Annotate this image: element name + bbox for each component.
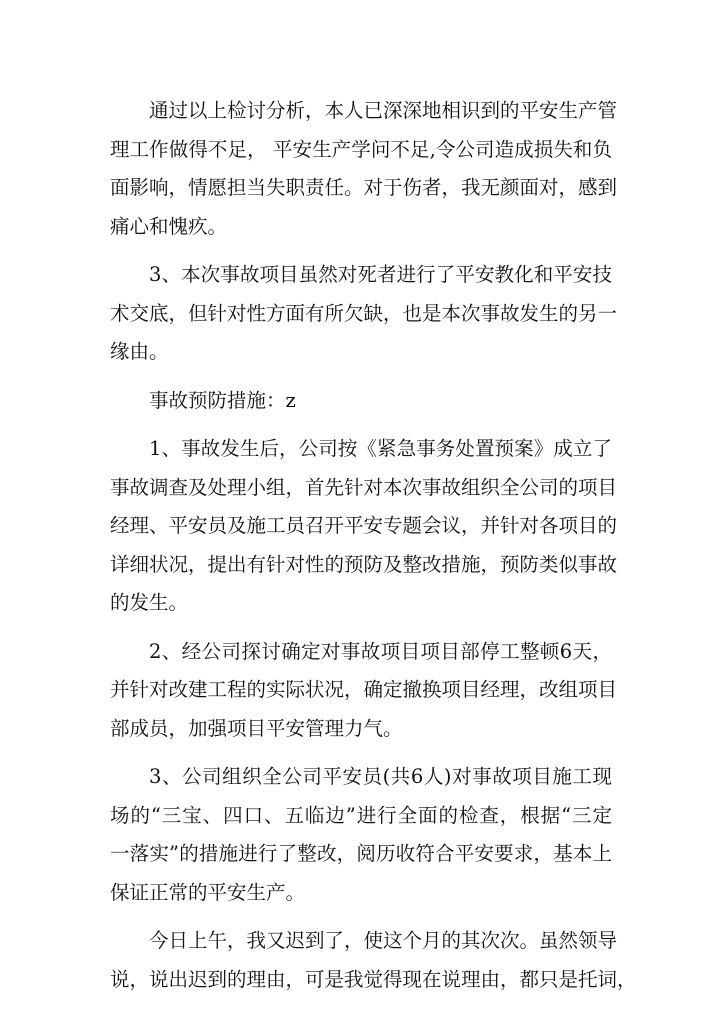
paragraph: [110, 92, 618, 246]
paragraph: [110, 256, 618, 372]
text-line: 3、本次事故项目虽然对死者进行了平安教化和平安技: [149, 263, 612, 286]
text-line: 事故预防措施：z: [149, 388, 296, 412]
text-line: 术交底，但针对性方面有所欠缺，也是本次事故发生的另一: [110, 301, 618, 325]
text-line: 通过以上检讨分析，本人已深深地相识到的平安生产管: [149, 99, 618, 122]
text-line: 保证正常的平安生产。: [110, 880, 306, 904]
text-line: 场的“三宝、四口、五临边”进行全面的检查，根据“三定: [110, 803, 612, 827]
text-line: 1、事故发生后，公司按《紧急事务处置预案》成立了: [149, 437, 612, 460]
text-line: 部成员，加强项目平安管理力气。: [110, 716, 403, 740]
text-line: 今日上午，我又迟到了，使这个月的其次次。虽然领导: [149, 929, 618, 952]
text-line: 3、公司组织全公司平安员(共6人)对事故项目施工现: [149, 765, 612, 788]
text-line: 并针对改建工程的实际状况，确定撤换项目经理，改组项目: [110, 678, 618, 701]
text-line: 详细状况，提出有针对性的预防及整改措施，预防类似事故: [110, 552, 618, 576]
text-line: 2、经公司探讨确定对事故项目项目部停工整顿6天，: [149, 639, 612, 663]
paragraph: [110, 430, 618, 623]
text-line: 理工作做得不足， 平安生产学问不足,令公司造成损失和负: [110, 137, 612, 161]
text-line: 经理、平安员及施工员召开平安专题会议，并针对各项目的: [110, 514, 618, 537]
text-line: 一落实”的措施进行了整改，阅历收符合平安要求，基本上: [110, 842, 612, 865]
text-line: 事故调查及处理小组，首先针对本次事故组织全公司的项目: [110, 475, 618, 499]
text-line: 说，说出迟到的理由，可是我觉得现在说理由，都只是托词，: [110, 967, 637, 991]
paragraph: [110, 633, 618, 749]
document-body: [110, 92, 637, 1009]
text-line: 痛心和愧疚。: [110, 214, 228, 238]
text-line: 的发生。: [110, 591, 189, 614]
text-line: 缘由。: [110, 340, 169, 363]
paragraph: [110, 758, 612, 912]
paragraph: [110, 922, 637, 999]
text-line: 面影响，情愿担当失职责任。对于伤者，我无颜面对，感到: [110, 176, 618, 199]
paragraph: [110, 382, 612, 421]
